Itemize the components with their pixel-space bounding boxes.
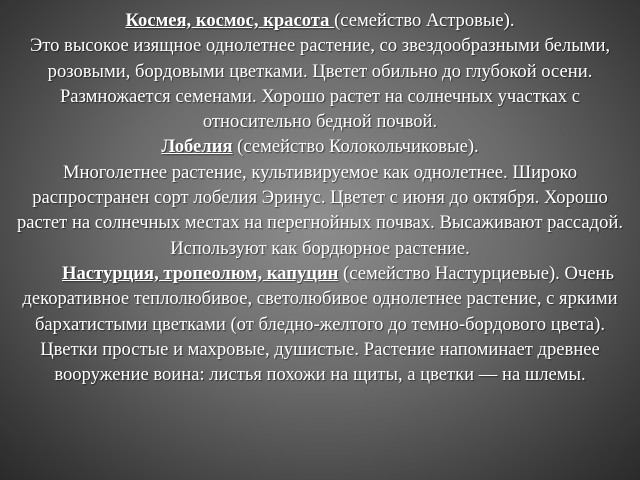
lobelia-description: Многолетнее растение, культивируемое как однолетнее. Широко распространен сорт лобелия Эринус. Цветет с июня до октября. Хорошо растет на солнечных местах на перегнойных почвах. Высаживают рассадой. Используют как бордюрное растение.	[17, 161, 623, 259]
nasturtium-family: (семейство Настурциевые).	[338, 262, 560, 284]
cosmos-heading	[14, 8, 626, 33]
lobelia-heading	[14, 134, 626, 159]
nasturtium-term: Настурция, тропеолюм, капуцин	[62, 262, 339, 284]
lobelia-family: (семейство Колокольчиковые).	[232, 136, 479, 158]
cosmos-family: (семейство Астровые).	[334, 10, 515, 31]
plant-descriptions	[14, 8, 626, 387]
lobelia-term: Лобелия	[161, 136, 233, 158]
nasturtium-paragraph	[14, 261, 626, 387]
cosmos-term: Космея, космос, красота	[125, 10, 335, 31]
cosmos-description: Это высокое изящное однолетнее растение, со звездообразными белыми, розовыми, бордовыми цветками. Цветет обильно до глубокой осени. Размножается семенами. Хорошо растет на солнечных участках с относительно бедной почвой.	[29, 35, 611, 133]
nasturtium-description: Очень декоративное теплолюбивое, светолюбивое однолетнее растение, с яркими бархатистыми цветками (от бледно-желтого до темно-бордового цвета). Цветки простые и махровые, душистые. Растение напоминает древнее вооружение воина: листья похожи на щиты, а цветки — на шлемы.	[22, 262, 618, 386]
